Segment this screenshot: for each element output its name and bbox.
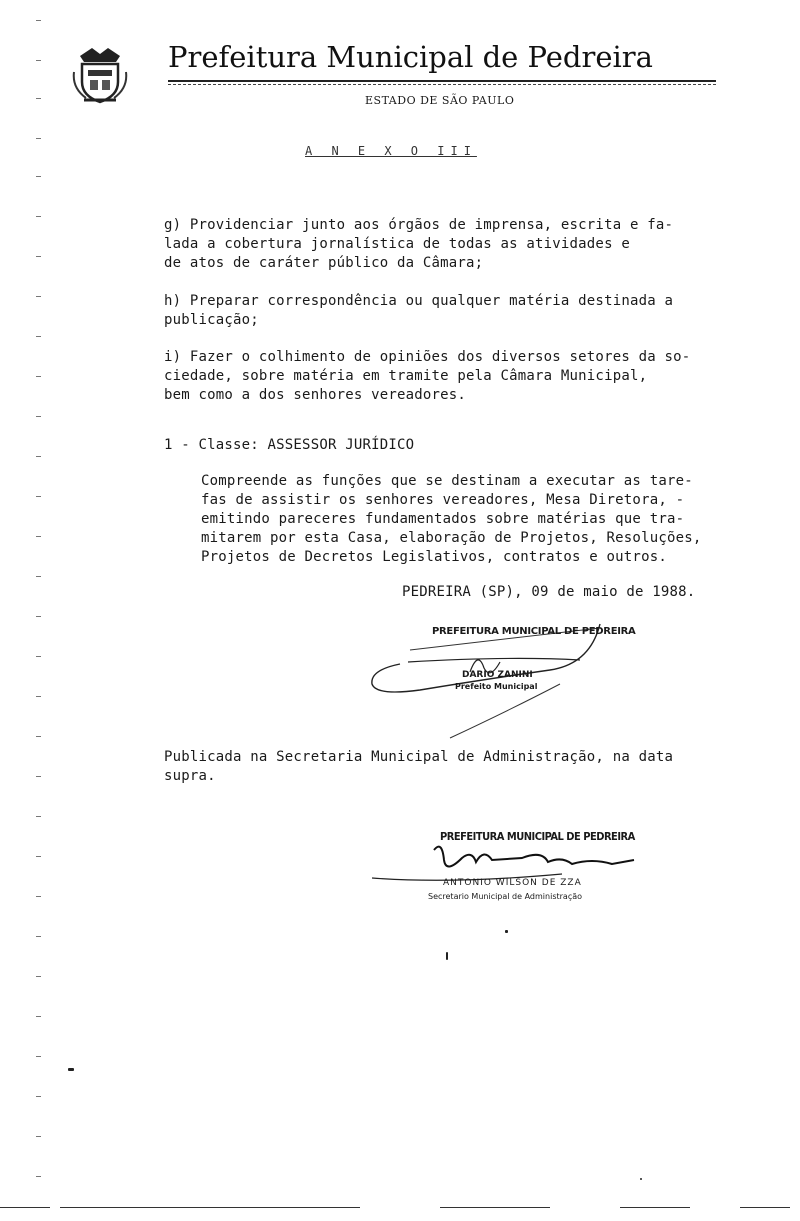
item-h-line: h) Preparar correspondência ou qualquer matéria destinada a	[164, 293, 674, 309]
item-g	[164, 216, 673, 273]
mayor-stamp-name: DARIO ZANINI	[462, 670, 533, 680]
letterhead-rule-secondary	[168, 84, 716, 85]
bottom-scan-line	[440, 1207, 550, 1208]
publication-line: Publicada na Secretaria Municipal de Administração, na data	[164, 749, 674, 765]
state-subtitle: ESTADO DE SÃO PAULO	[365, 94, 515, 107]
scan-speck	[640, 1178, 642, 1180]
item-i	[164, 348, 690, 405]
item-g-line: g) Providenciar junto aos órgãos de imprensa, escrita e fa-	[164, 217, 674, 233]
class-description-line: mitarem por esta Casa, elaboração de Projetos, Resoluções,	[201, 530, 702, 546]
item-h-line: publicação;	[164, 312, 259, 328]
bottom-scan-line	[0, 1207, 50, 1208]
secretary-stamp-role: Secretario Municipal de Administração	[428, 892, 583, 901]
letterhead-title: Prefeitura Municipal de Pedreira	[168, 40, 653, 74]
item-h	[164, 292, 673, 330]
publication-line: supra.	[164, 768, 216, 784]
coat-of-arms-icon	[72, 42, 128, 104]
item-g-line: de atos de caráter público da Câmara;	[164, 255, 484, 271]
secretary-stamp-header: PREFEITURA MUNICIPAL DE PEDREIRA	[440, 830, 635, 843]
item-i-line: bem como a dos senhores vereadores.	[164, 387, 467, 403]
bottom-scan-line	[740, 1207, 790, 1208]
class-description-line: Compreende as funções que se destinam a executar as tare-	[201, 473, 693, 489]
scan-speck	[446, 952, 448, 960]
class-description	[201, 472, 701, 567]
bottom-scan-line	[620, 1207, 690, 1208]
secretary-stamp-name: ANTONIO WILSON DE ZZA	[443, 878, 582, 888]
annex-title: A N E X O III	[305, 144, 477, 158]
class-heading: 1 - Classe: ASSESSOR JURÍDICO	[164, 437, 415, 453]
scan-speck	[505, 930, 508, 933]
mayor-stamp-header: PREFEITURA MUNICIPAL DE PEDREIRA	[432, 626, 636, 637]
publication-note	[164, 748, 673, 786]
mayor-stamp-role: Prefeito Municipal	[455, 682, 538, 691]
bottom-scan-line	[60, 1207, 360, 1208]
class-description-line: Projetos de Decretos Legislativos, contratos e outros.	[201, 549, 667, 565]
letterhead-rule	[168, 80, 716, 82]
place-date: PEDREIRA (SP), 09 de maio de 1988.	[402, 584, 696, 600]
scan-speck	[68, 1068, 74, 1071]
item-i-line: i) Fazer o colhimento de opiniões dos diversos setores da so-	[164, 349, 691, 365]
item-i-line: ciedade, sobre matéria em tramite pela Câmara Municipal,	[164, 368, 648, 384]
class-description-line: emitindo pareceres fundamentados sobre matérias que tra-	[201, 511, 685, 527]
item-g-line: lada a cobertura jornalística de todas as atividades e	[164, 236, 630, 252]
margin-scan-marks	[36, 20, 50, 1200]
class-description-line: fas de assistir os senhores vereadores, Mesa Diretora, -	[201, 492, 685, 508]
